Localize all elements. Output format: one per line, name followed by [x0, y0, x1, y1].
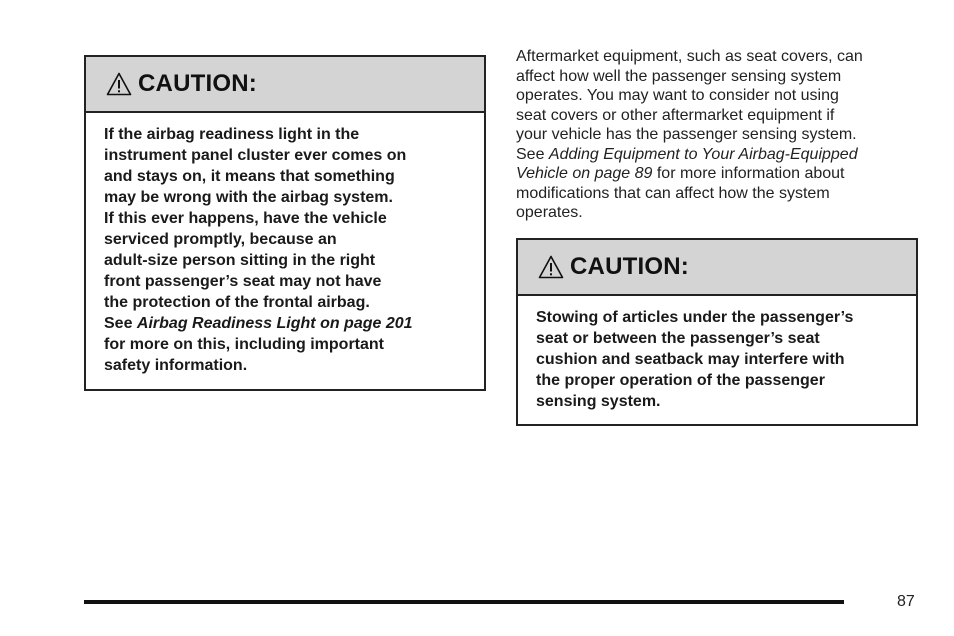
- caution-line: Stowing of articles under the passenger’s: [536, 309, 854, 326]
- caution-line: may be wrong with the airbag system.: [104, 189, 393, 206]
- paragraph-line: modifications that can affect how the system: [516, 184, 830, 202]
- paragraph-see-line: [516, 145, 916, 165]
- warning-triangle-icon: [106, 72, 132, 96]
- aftermarket-equipment-paragraph: [516, 47, 916, 223]
- paragraph-line: your vehicle has the passenger sensing system.: [516, 126, 857, 143]
- caution-line: If this ever happens, have the vehicle: [104, 210, 387, 227]
- caution-line: and stays on, it means that something: [104, 168, 395, 185]
- cross-reference-link[interactable]: Adding Equipment to Your Airbag-Equipped: [548, 145, 858, 163]
- caution-line: front passenger’s seat may not have: [104, 273, 382, 290]
- caution-header: [518, 240, 916, 296]
- see-prefix: See: [104, 315, 137, 332]
- paragraph-line: operates. You may want to consider not using: [516, 87, 839, 104]
- caution-see-line: [104, 313, 484, 334]
- caution-body: [518, 296, 916, 412]
- paragraph-ref-line: [516, 164, 916, 184]
- caution-line: serviced promptly, because an: [104, 231, 337, 248]
- paragraph-line: seat covers or other aftermarket equipment if: [516, 106, 835, 124]
- paragraph-line: Aftermarket equipment, such as seat covers, can: [516, 48, 863, 65]
- caution-line: cushion and seatback may interfere with: [536, 351, 845, 368]
- paragraph-line: affect how well the passenger sensing system: [516, 67, 842, 85]
- cross-reference-link[interactable]: Airbag Readiness Light on page 201: [136, 315, 413, 332]
- cross-reference-link[interactable]: Vehicle on page 89: [516, 165, 653, 182]
- caution-line: instrument panel cluster ever comes on: [104, 147, 407, 164]
- caution-body: [86, 113, 484, 376]
- footer-rule: [84, 600, 844, 604]
- see-prefix: See: [516, 145, 549, 163]
- caution-line: safety information.: [104, 357, 248, 374]
- caution-box-airbag-light: [84, 55, 486, 391]
- caution-line: the protection of the frontal airbag.: [104, 294, 370, 311]
- paragraph-line: operates.: [516, 204, 583, 221]
- caution-box-stowing-articles: [516, 238, 918, 426]
- caution-line: the proper operation of the passenger: [536, 372, 825, 389]
- caution-title: CAUTION:: [138, 70, 257, 97]
- caution-line: sensing system.: [536, 393, 661, 410]
- caution-header: [86, 57, 484, 113]
- page-number: 87: [897, 593, 915, 610]
- caution-line: seat or between the passenger’s seat: [536, 330, 820, 347]
- caution-line: for more on this, including important: [104, 336, 384, 353]
- warning-triangle-icon: [538, 255, 564, 279]
- caution-title: CAUTION:: [570, 253, 689, 280]
- caution-line: If the airbag readiness light in the: [104, 126, 360, 143]
- caution-line: adult-size person sitting in the right: [104, 252, 376, 269]
- ref-suffix: for more information about: [652, 165, 845, 182]
